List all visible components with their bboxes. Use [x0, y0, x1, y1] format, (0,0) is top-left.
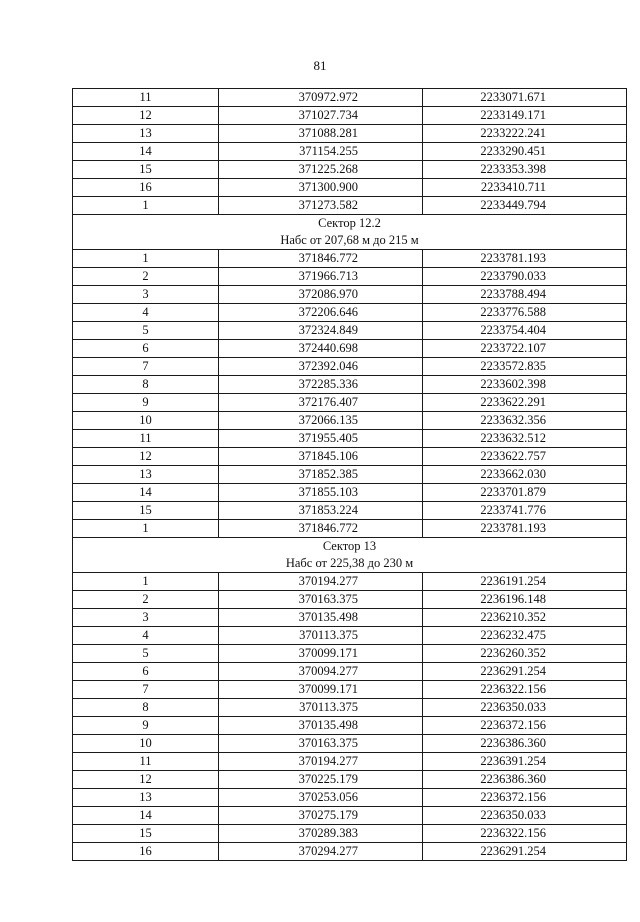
y-coordinate-cell: 2233071.671: [423, 89, 627, 107]
x-coordinate-cell: 370289.383: [219, 825, 423, 843]
point-number-cell: 8: [73, 376, 219, 394]
table-row: [73, 430, 627, 448]
table-row: [73, 286, 627, 304]
table-row: [73, 125, 627, 143]
y-coordinate-cell: 2236372.156: [423, 789, 627, 807]
y-coordinate-cell: 2233632.512: [423, 430, 627, 448]
sector-header-row: [73, 215, 627, 250]
sector-header-row: [73, 538, 627, 573]
x-coordinate-cell: 371846.772: [219, 520, 423, 538]
y-coordinate-cell: 2236350.033: [423, 699, 627, 717]
y-coordinate-cell: 2236322.156: [423, 681, 627, 699]
y-coordinate-cell: 2233622.291: [423, 394, 627, 412]
y-coordinate-cell: 2236260.352: [423, 645, 627, 663]
table-row: [73, 591, 627, 609]
x-coordinate-cell: 371027.734: [219, 107, 423, 125]
table-row: [73, 448, 627, 466]
x-coordinate-cell: 371845.106: [219, 448, 423, 466]
table-row: [73, 412, 627, 430]
x-coordinate-cell: 370275.179: [219, 807, 423, 825]
point-number-cell: 11: [73, 89, 219, 107]
table-row: [73, 268, 627, 286]
y-coordinate-cell: 2236391.254: [423, 753, 627, 771]
table-row: [73, 107, 627, 125]
point-number-cell: 5: [73, 645, 219, 663]
table-row: [73, 161, 627, 179]
x-coordinate-cell: 370194.277: [219, 573, 423, 591]
x-coordinate-cell: 370972.972: [219, 89, 423, 107]
y-coordinate-cell: 2236322.156: [423, 825, 627, 843]
table-row: [73, 179, 627, 197]
point-number-cell: 4: [73, 304, 219, 322]
y-coordinate-cell: 2233222.241: [423, 125, 627, 143]
x-coordinate-cell: 370099.171: [219, 681, 423, 699]
table-row: [73, 663, 627, 681]
x-coordinate-cell: 371852.385: [219, 466, 423, 484]
y-coordinate-cell: 2236210.352: [423, 609, 627, 627]
y-coordinate-cell: 2236232.475: [423, 627, 627, 645]
x-coordinate-cell: 371846.772: [219, 250, 423, 268]
x-coordinate-cell: 372440.698: [219, 340, 423, 358]
sector-header: [73, 215, 627, 250]
point-number-cell: 2: [73, 268, 219, 286]
sector-title: Сектор 13: [322, 539, 377, 553]
y-coordinate-cell: 2233410.711: [423, 179, 627, 197]
table-row: [73, 753, 627, 771]
x-coordinate-cell: 372176.407: [219, 394, 423, 412]
point-number-cell: 5: [73, 322, 219, 340]
y-coordinate-cell: 2233781.193: [423, 520, 627, 538]
point-number-cell: 15: [73, 161, 219, 179]
table-row: [73, 627, 627, 645]
x-coordinate-cell: 370163.375: [219, 591, 423, 609]
point-number-cell: 8: [73, 699, 219, 717]
x-coordinate-cell: 370135.498: [219, 717, 423, 735]
table-row: [73, 681, 627, 699]
y-coordinate-cell: 2233602.398: [423, 376, 627, 394]
table-row: [73, 484, 627, 502]
point-number-cell: 14: [73, 484, 219, 502]
point-number-cell: 2: [73, 591, 219, 609]
point-number-cell: 9: [73, 394, 219, 412]
point-number-cell: 6: [73, 340, 219, 358]
point-number-cell: 12: [73, 107, 219, 125]
x-coordinate-cell: 371300.900: [219, 179, 423, 197]
point-number-cell: 11: [73, 430, 219, 448]
y-coordinate-cell: 2236372.156: [423, 717, 627, 735]
x-coordinate-cell: 372324.849: [219, 322, 423, 340]
table-row: [73, 645, 627, 663]
table-row: [73, 717, 627, 735]
x-coordinate-cell: 370225.179: [219, 771, 423, 789]
table-row: [73, 466, 627, 484]
point-number-cell: 14: [73, 807, 219, 825]
point-number-cell: 1: [73, 520, 219, 538]
y-coordinate-cell: 2233790.033: [423, 268, 627, 286]
y-coordinate-cell: 2233572.835: [423, 358, 627, 376]
y-coordinate-cell: 2236291.254: [423, 663, 627, 681]
point-number-cell: 13: [73, 789, 219, 807]
page-number: 81: [313, 58, 327, 73]
point-number-cell: 3: [73, 609, 219, 627]
sector-title: Сектор 12.2: [318, 216, 381, 230]
y-coordinate-cell: 2233353.398: [423, 161, 627, 179]
table-row: [73, 699, 627, 717]
y-coordinate-cell: 2233788.494: [423, 286, 627, 304]
table-row: [73, 843, 627, 861]
sector-height-range: Набс от 225,38 до 230 м: [285, 556, 414, 570]
coordinates-table: [72, 88, 627, 861]
point-number-cell: 7: [73, 681, 219, 699]
x-coordinate-cell: 371273.582: [219, 197, 423, 215]
y-coordinate-cell: 2233781.193: [423, 250, 627, 268]
x-coordinate-cell: 372285.336: [219, 376, 423, 394]
x-coordinate-cell: 370294.277: [219, 843, 423, 861]
x-coordinate-cell: 371855.103: [219, 484, 423, 502]
x-coordinate-cell: 372066.135: [219, 412, 423, 430]
table-row: [73, 197, 627, 215]
x-coordinate-cell: 371088.281: [219, 125, 423, 143]
sector-header: [73, 538, 627, 573]
point-number-cell: 1: [73, 573, 219, 591]
x-coordinate-cell: 370194.277: [219, 753, 423, 771]
table-row: [73, 807, 627, 825]
x-coordinate-cell: 372086.970: [219, 286, 423, 304]
y-coordinate-cell: 2233662.030: [423, 466, 627, 484]
point-number-cell: 6: [73, 663, 219, 681]
y-coordinate-cell: 2233754.404: [423, 322, 627, 340]
point-number-cell: 1: [73, 250, 219, 268]
x-coordinate-cell: 372392.046: [219, 358, 423, 376]
point-number-cell: 9: [73, 717, 219, 735]
point-number-cell: 15: [73, 825, 219, 843]
y-coordinate-cell: 2233290.451: [423, 143, 627, 161]
point-number-cell: 12: [73, 771, 219, 789]
table-row: [73, 89, 627, 107]
table-row: [73, 250, 627, 268]
table-row: [73, 304, 627, 322]
x-coordinate-cell: 371966.713: [219, 268, 423, 286]
x-coordinate-cell: 370113.375: [219, 627, 423, 645]
x-coordinate-cell: 370253.056: [219, 789, 423, 807]
point-number-cell: 12: [73, 448, 219, 466]
y-coordinate-cell: 2233741.776: [423, 502, 627, 520]
table-row: [73, 609, 627, 627]
x-coordinate-cell: 370099.171: [219, 645, 423, 663]
table-row: [73, 358, 627, 376]
y-coordinate-cell: 2236196.148: [423, 591, 627, 609]
sector-height-range: Набс от 207,68 м до 215 м: [280, 233, 419, 247]
x-coordinate-cell: 372206.646: [219, 304, 423, 322]
point-number-cell: 13: [73, 125, 219, 143]
x-coordinate-cell: 370113.375: [219, 699, 423, 717]
point-number-cell: 10: [73, 735, 219, 753]
x-coordinate-cell: 370135.498: [219, 609, 423, 627]
y-coordinate-cell: 2236350.033: [423, 807, 627, 825]
x-coordinate-cell: 370094.277: [219, 663, 423, 681]
point-number-cell: 7: [73, 358, 219, 376]
y-coordinate-cell: 2236386.360: [423, 735, 627, 753]
y-coordinate-cell: 2236191.254: [423, 573, 627, 591]
table-row: [73, 573, 627, 591]
y-coordinate-cell: 2233722.107: [423, 340, 627, 358]
y-coordinate-cell: 2233701.879: [423, 484, 627, 502]
point-number-cell: 15: [73, 502, 219, 520]
table-row: [73, 376, 627, 394]
point-number-cell: 16: [73, 179, 219, 197]
point-number-cell: 1: [73, 197, 219, 215]
y-coordinate-cell: 2233149.171: [423, 107, 627, 125]
point-number-cell: 11: [73, 753, 219, 771]
point-number-cell: 16: [73, 843, 219, 861]
y-coordinate-cell: 2233449.794: [423, 197, 627, 215]
y-coordinate-cell: 2233622.757: [423, 448, 627, 466]
x-coordinate-cell: 370163.375: [219, 735, 423, 753]
point-number-cell: 3: [73, 286, 219, 304]
coordinates-table-body: [73, 89, 627, 861]
x-coordinate-cell: 371955.405: [219, 430, 423, 448]
table-row: [73, 340, 627, 358]
table-row: [73, 789, 627, 807]
table-row: [73, 143, 627, 161]
y-coordinate-cell: 2233632.356: [423, 412, 627, 430]
table-row: [73, 322, 627, 340]
x-coordinate-cell: 371225.268: [219, 161, 423, 179]
x-coordinate-cell: 371154.255: [219, 143, 423, 161]
table-row: [73, 825, 627, 843]
x-coordinate-cell: 371853.224: [219, 502, 423, 520]
table-row: [73, 520, 627, 538]
point-number-cell: 13: [73, 466, 219, 484]
point-number-cell: 4: [73, 627, 219, 645]
table-row: [73, 771, 627, 789]
y-coordinate-cell: 2236291.254: [423, 843, 627, 861]
y-coordinate-cell: 2233776.588: [423, 304, 627, 322]
point-number-cell: 14: [73, 143, 219, 161]
table-row: [73, 502, 627, 520]
point-number-cell: 10: [73, 412, 219, 430]
table-row: [73, 735, 627, 753]
table-row: [73, 394, 627, 412]
y-coordinate-cell: 2236386.360: [423, 771, 627, 789]
